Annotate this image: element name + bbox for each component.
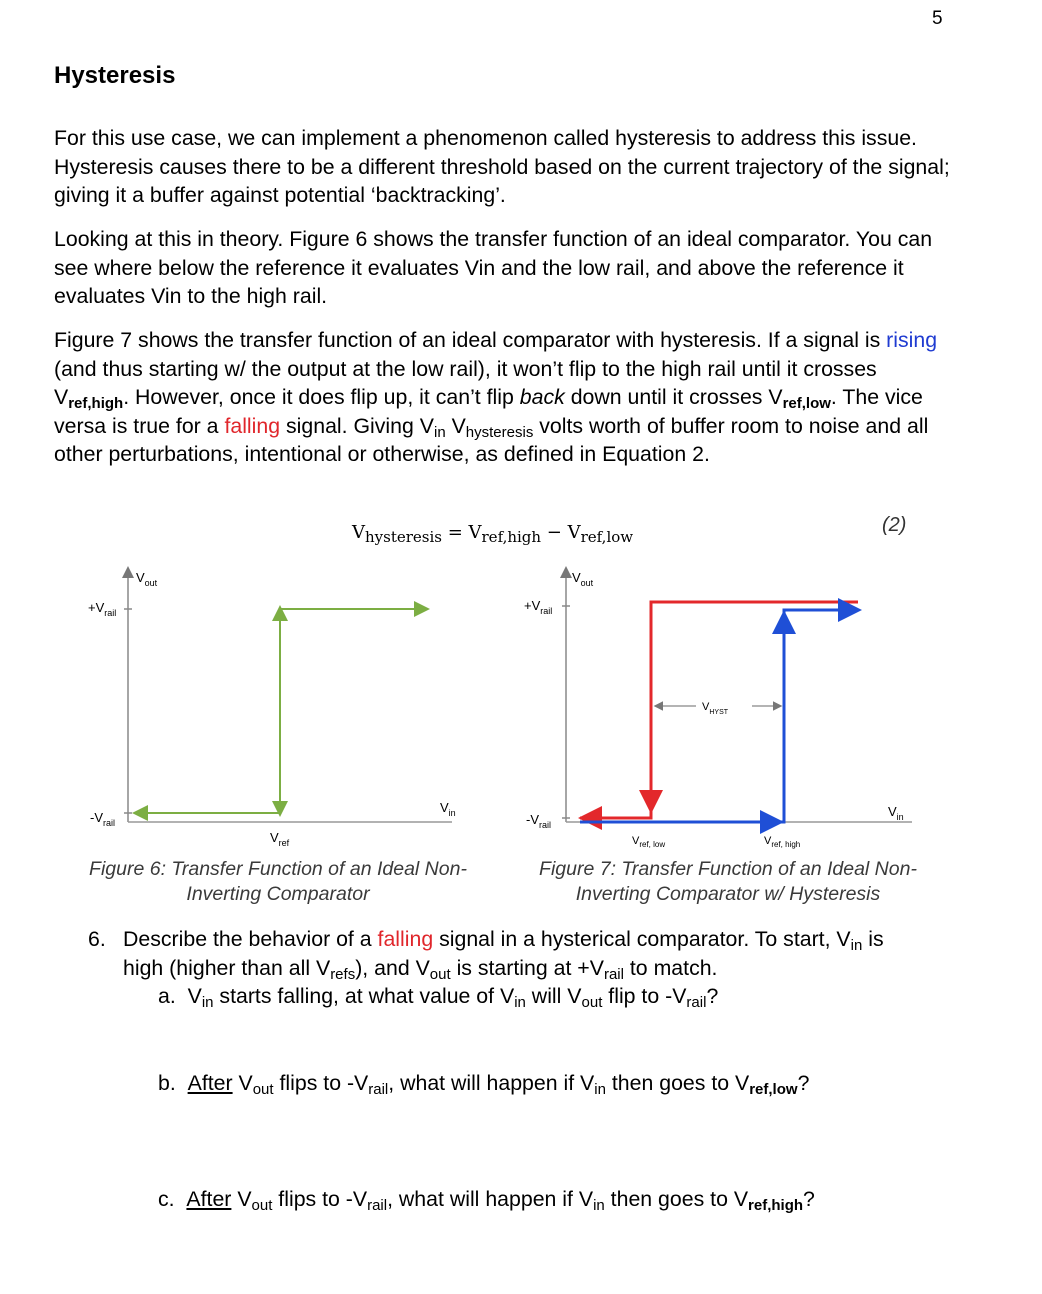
fig7-vin-label: $V_{in}$	[888, 804, 904, 822]
equation-number: (2)	[882, 514, 907, 536]
fig7-rising-path	[580, 610, 858, 822]
rising-word: rising	[886, 328, 938, 352]
fig7-pos-rail-label: $+V_{rail}$	[524, 598, 553, 616]
section-heading: Hysteresis	[54, 62, 176, 89]
figure-6-plot	[80, 560, 460, 850]
back-word: back	[519, 385, 565, 410]
fig6-neg-rail-label: $-V_{rail}$	[90, 810, 116, 828]
paragraph-figure7: Figure 7 shows the transfer function of an ideal comparator with hysteresis. If a signal is rising (and thus starting w/ the output at the low rail), it won’t flip to the high rail until it crosses $V_{ref,high}$. However, once it does flip up, it can’t flip back down until it crosses $V_{ref,low}$. The vice versa is true for a falling signal. Giving $V_{in}$ $V_{hysteresis}$ volts worth of buffer room to noise and all other perturbations, intentional or otherwise, as defined in Equation 2.	[54, 328, 938, 467]
equation-2: $V_{hysteresis} = V_{ref,high} - V_{ref,low}$	[352, 522, 634, 546]
fig6-transfer-line	[136, 609, 426, 813]
paragraph-intro: For this use case, we can implement a phenomenon called hysteresis to address this issue. Hysteresis causes there to be a different threshold based on the current trajectory of the signal; giving it a buffer against potential ‘backtracking’.	[54, 126, 950, 208]
page-number: 5	[932, 8, 943, 29]
falling-word: falling	[224, 413, 281, 438]
question-6c: c. After $V_{out}$ flips to $-V_{rail}$, what will happen if $V_{in}$ then goes to $V_{ref,high}$?	[158, 1187, 815, 1214]
fig6-vin-label: $V_{in}$	[440, 800, 456, 818]
fig7-vout-label: $V_{out}$	[572, 570, 594, 588]
question-6-number: 6.	[88, 927, 106, 951]
fig6-pos-rail-label: $+V_{rail}$	[88, 600, 117, 618]
fig7-vref-low-label: $V_{ref, low}$	[632, 835, 666, 849]
figure-7-plot	[520, 560, 920, 850]
fig7-neg-rail-label: $-V_{rail}$	[526, 812, 552, 830]
fig6-vref-label: $V_{ref}$	[270, 830, 290, 848]
figure-7-caption: Figure 7: Transfer Function of an Ideal Non- Inverting Comparator w/ Hysteresis	[539, 858, 917, 905]
question-6b: b. After $V_{out}$ flips to $-V_{rail}$, what will happen if $V_{in}$ then goes to $V_{ref,low}$?	[158, 1071, 810, 1098]
figure-6-caption: Figure 6: Transfer Function of an Ideal Non- Inverting Comparator	[89, 858, 467, 905]
paragraph-theory: Looking at this in theory. Figure 6 shows the transfer function of an ideal comparator. You can see where below the reference it evaluates Vin and the low rail, and above the reference it evaluates Vin to the high rail.	[54, 227, 933, 309]
question-6-text: Describe the behavior of a falling signal in a hysterical comparator. To start, $V_{in}$ is high (higher than all $V_{refs}$), and $V_{out}$ is starting at $+V_{rail}$ to match.	[123, 927, 884, 983]
fig6-vout-label: $V_{out}$	[136, 570, 158, 588]
question-6a: a. $V_{in}$ starts falling, at what value of $V_{in}$ will $V_{out}$ flip to $-V_{rail}$?	[158, 984, 719, 1011]
fig7-vhyst-label: $V_{HYST}$	[702, 701, 729, 716]
fig7-vref-high-label: $V_{ref, high}$	[764, 835, 801, 849]
